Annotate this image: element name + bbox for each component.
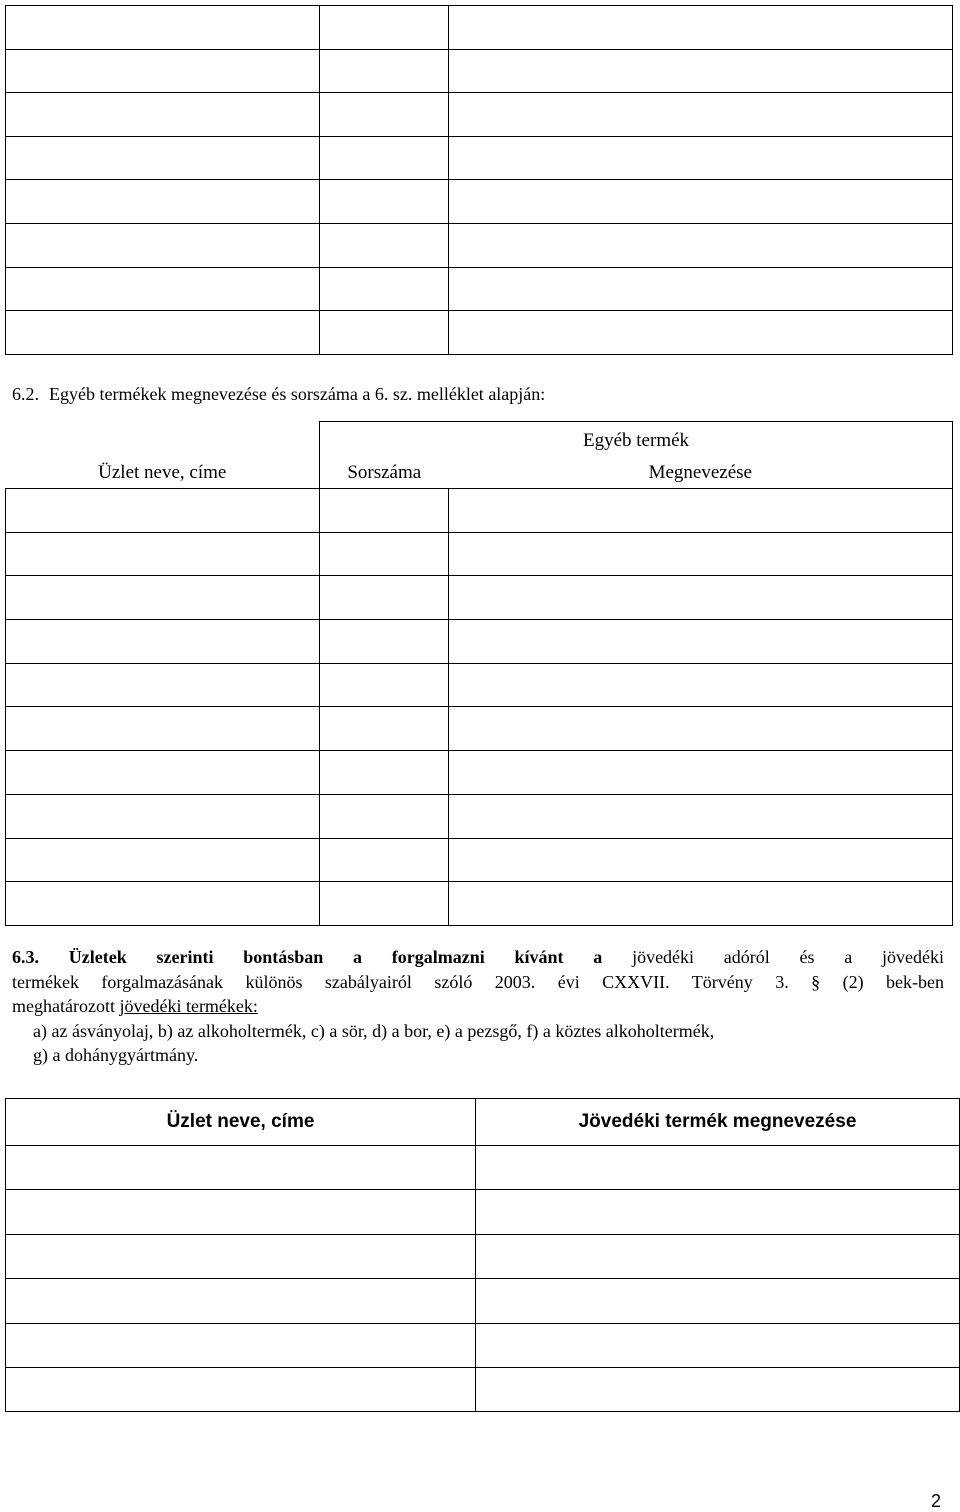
section-title: Egyéb termékek megnevezése és sorszáma a 6. sz. melléklet alapján: xyxy=(49,384,546,404)
table-cell[interactable] xyxy=(320,532,449,576)
table-cell[interactable] xyxy=(449,751,953,795)
table-cell[interactable] xyxy=(320,6,449,50)
header-description: Megnevezése xyxy=(449,454,953,489)
table-cell[interactable] xyxy=(449,489,953,533)
table-row xyxy=(6,882,953,926)
table-cell[interactable] xyxy=(476,1146,960,1190)
table-cell[interactable] xyxy=(449,136,953,180)
table-cell[interactable] xyxy=(6,794,320,838)
continuation-table xyxy=(5,5,953,355)
table-cell[interactable] xyxy=(449,707,953,751)
section-6-2-heading xyxy=(12,384,545,405)
other-products-table xyxy=(5,421,953,926)
table-row xyxy=(6,838,953,882)
table-cell[interactable] xyxy=(6,223,320,267)
table-row xyxy=(6,751,953,795)
table-cell[interactable] xyxy=(476,1367,960,1411)
table-cell[interactable] xyxy=(449,311,953,355)
table-row xyxy=(6,267,953,311)
table-cell[interactable] xyxy=(6,707,320,751)
table-cell[interactable] xyxy=(320,838,449,882)
table-cell[interactable] xyxy=(6,49,320,93)
table-cell[interactable] xyxy=(449,93,953,137)
table-cell[interactable] xyxy=(449,576,953,620)
table-cell[interactable] xyxy=(6,136,320,180)
table-row xyxy=(6,794,953,838)
table-header-row xyxy=(6,1099,960,1146)
table-row xyxy=(6,49,953,93)
table-cell[interactable] xyxy=(320,707,449,751)
table-cell[interactable] xyxy=(449,838,953,882)
table-cell[interactable] xyxy=(320,180,449,224)
table-cell[interactable] xyxy=(449,49,953,93)
table-cell[interactable] xyxy=(449,532,953,576)
table-row xyxy=(6,489,953,533)
table-cell[interactable] xyxy=(6,1279,476,1323)
table-cell[interactable] xyxy=(449,882,953,926)
table-cell[interactable] xyxy=(476,1279,960,1323)
header-number: Sorszáma xyxy=(320,454,449,489)
table-row xyxy=(6,1234,960,1278)
table-cell[interactable] xyxy=(320,751,449,795)
table-cell[interactable] xyxy=(320,663,449,707)
table-cell[interactable] xyxy=(320,93,449,137)
table-cell[interactable] xyxy=(320,223,449,267)
header-label: Jövedéki termék megnevezése xyxy=(578,1111,857,1132)
table-row xyxy=(6,223,953,267)
table-cell[interactable] xyxy=(6,311,320,355)
table-cell[interactable] xyxy=(476,1234,960,1278)
header-other-product: Egyéb termék xyxy=(320,422,953,455)
table-cell[interactable] xyxy=(6,576,320,620)
table-cell[interactable] xyxy=(6,6,320,50)
table-cell[interactable] xyxy=(320,576,449,620)
table-row xyxy=(6,180,953,224)
paragraph-text: meghatározott xyxy=(12,996,120,1016)
table-cell[interactable] xyxy=(320,49,449,93)
table-row xyxy=(6,1190,960,1234)
table-cell[interactable] xyxy=(6,180,320,224)
table-row xyxy=(6,576,953,620)
table-row xyxy=(6,620,953,664)
table-cell[interactable] xyxy=(6,663,320,707)
list-item: g) a dohánygyártmány. xyxy=(33,1045,199,1065)
table-cell[interactable] xyxy=(449,6,953,50)
paragraph-line: termékek forgalmazásának különös szabályairól szóló 2003. évi CXXVII. Törvény 3. § (2) bek-ben xyxy=(12,971,944,992)
table-cell[interactable] xyxy=(449,663,953,707)
table-cell[interactable] xyxy=(449,267,953,311)
table-row xyxy=(6,1367,960,1411)
table-row xyxy=(6,1323,960,1367)
table-cell[interactable] xyxy=(320,267,449,311)
header-shop-name: Üzlet neve, címe xyxy=(6,422,320,489)
table-cell[interactable] xyxy=(476,1323,960,1367)
table-cell[interactable] xyxy=(449,180,953,224)
header-excise-product xyxy=(476,1099,960,1146)
table-cell[interactable] xyxy=(6,532,320,576)
table-cell[interactable] xyxy=(476,1190,960,1234)
section-bold-text: Üzletek szerinti bontásban a forgalmazni kívánt a xyxy=(68,947,603,967)
paragraph-text: jövedéki adóról és a jövedéki xyxy=(632,947,945,967)
table-cell[interactable] xyxy=(320,882,449,926)
header-shop-name xyxy=(6,1099,476,1146)
table-row xyxy=(6,311,953,355)
table-cell[interactable] xyxy=(449,620,953,664)
table-row xyxy=(6,136,953,180)
table-cell[interactable] xyxy=(6,882,320,926)
table-row xyxy=(6,663,953,707)
paragraph-line xyxy=(12,945,944,970)
table-cell[interactable] xyxy=(320,489,449,533)
table-row xyxy=(6,6,953,50)
table-cell[interactable] xyxy=(449,794,953,838)
table-row xyxy=(6,1146,960,1190)
table-cell[interactable] xyxy=(6,751,320,795)
table-cell[interactable] xyxy=(6,489,320,533)
table-row xyxy=(6,532,953,576)
table-cell[interactable] xyxy=(6,1323,476,1367)
page-number: 2 xyxy=(931,1491,942,1511)
table-cell[interactable] xyxy=(320,620,449,664)
table-row xyxy=(6,1279,960,1323)
section-number: 6.2. xyxy=(12,384,39,404)
excise-products-table xyxy=(5,1098,960,1412)
table-cell[interactable] xyxy=(6,620,320,664)
table-row xyxy=(6,93,953,137)
table-row xyxy=(6,707,953,751)
table-cell[interactable] xyxy=(6,1146,476,1190)
table-cell[interactable] xyxy=(6,93,320,137)
section-6-3 xyxy=(12,945,944,1068)
table-cell[interactable] xyxy=(6,1367,476,1411)
table-header-row xyxy=(6,422,953,455)
section-number: 6.3. xyxy=(12,947,39,967)
paragraph-line xyxy=(12,994,944,1019)
table-cell[interactable] xyxy=(320,311,449,355)
table-cell[interactable] xyxy=(6,1234,476,1278)
table-cell[interactable] xyxy=(6,267,320,311)
list-item: a) az ásványolaj, b) az alkoholtermék, c) a sör, d) a bor, e) a pezsgő, f) a köztes alkoholtermék, xyxy=(33,1020,715,1041)
table-cell[interactable] xyxy=(320,794,449,838)
header-label: Üzlet neve, címe xyxy=(166,1111,315,1132)
underlined-text: jövedéki termékek: xyxy=(119,996,258,1016)
table-cell[interactable] xyxy=(320,136,449,180)
table-cell[interactable] xyxy=(449,223,953,267)
table-cell[interactable] xyxy=(6,838,320,882)
table-cell[interactable] xyxy=(6,1190,476,1234)
